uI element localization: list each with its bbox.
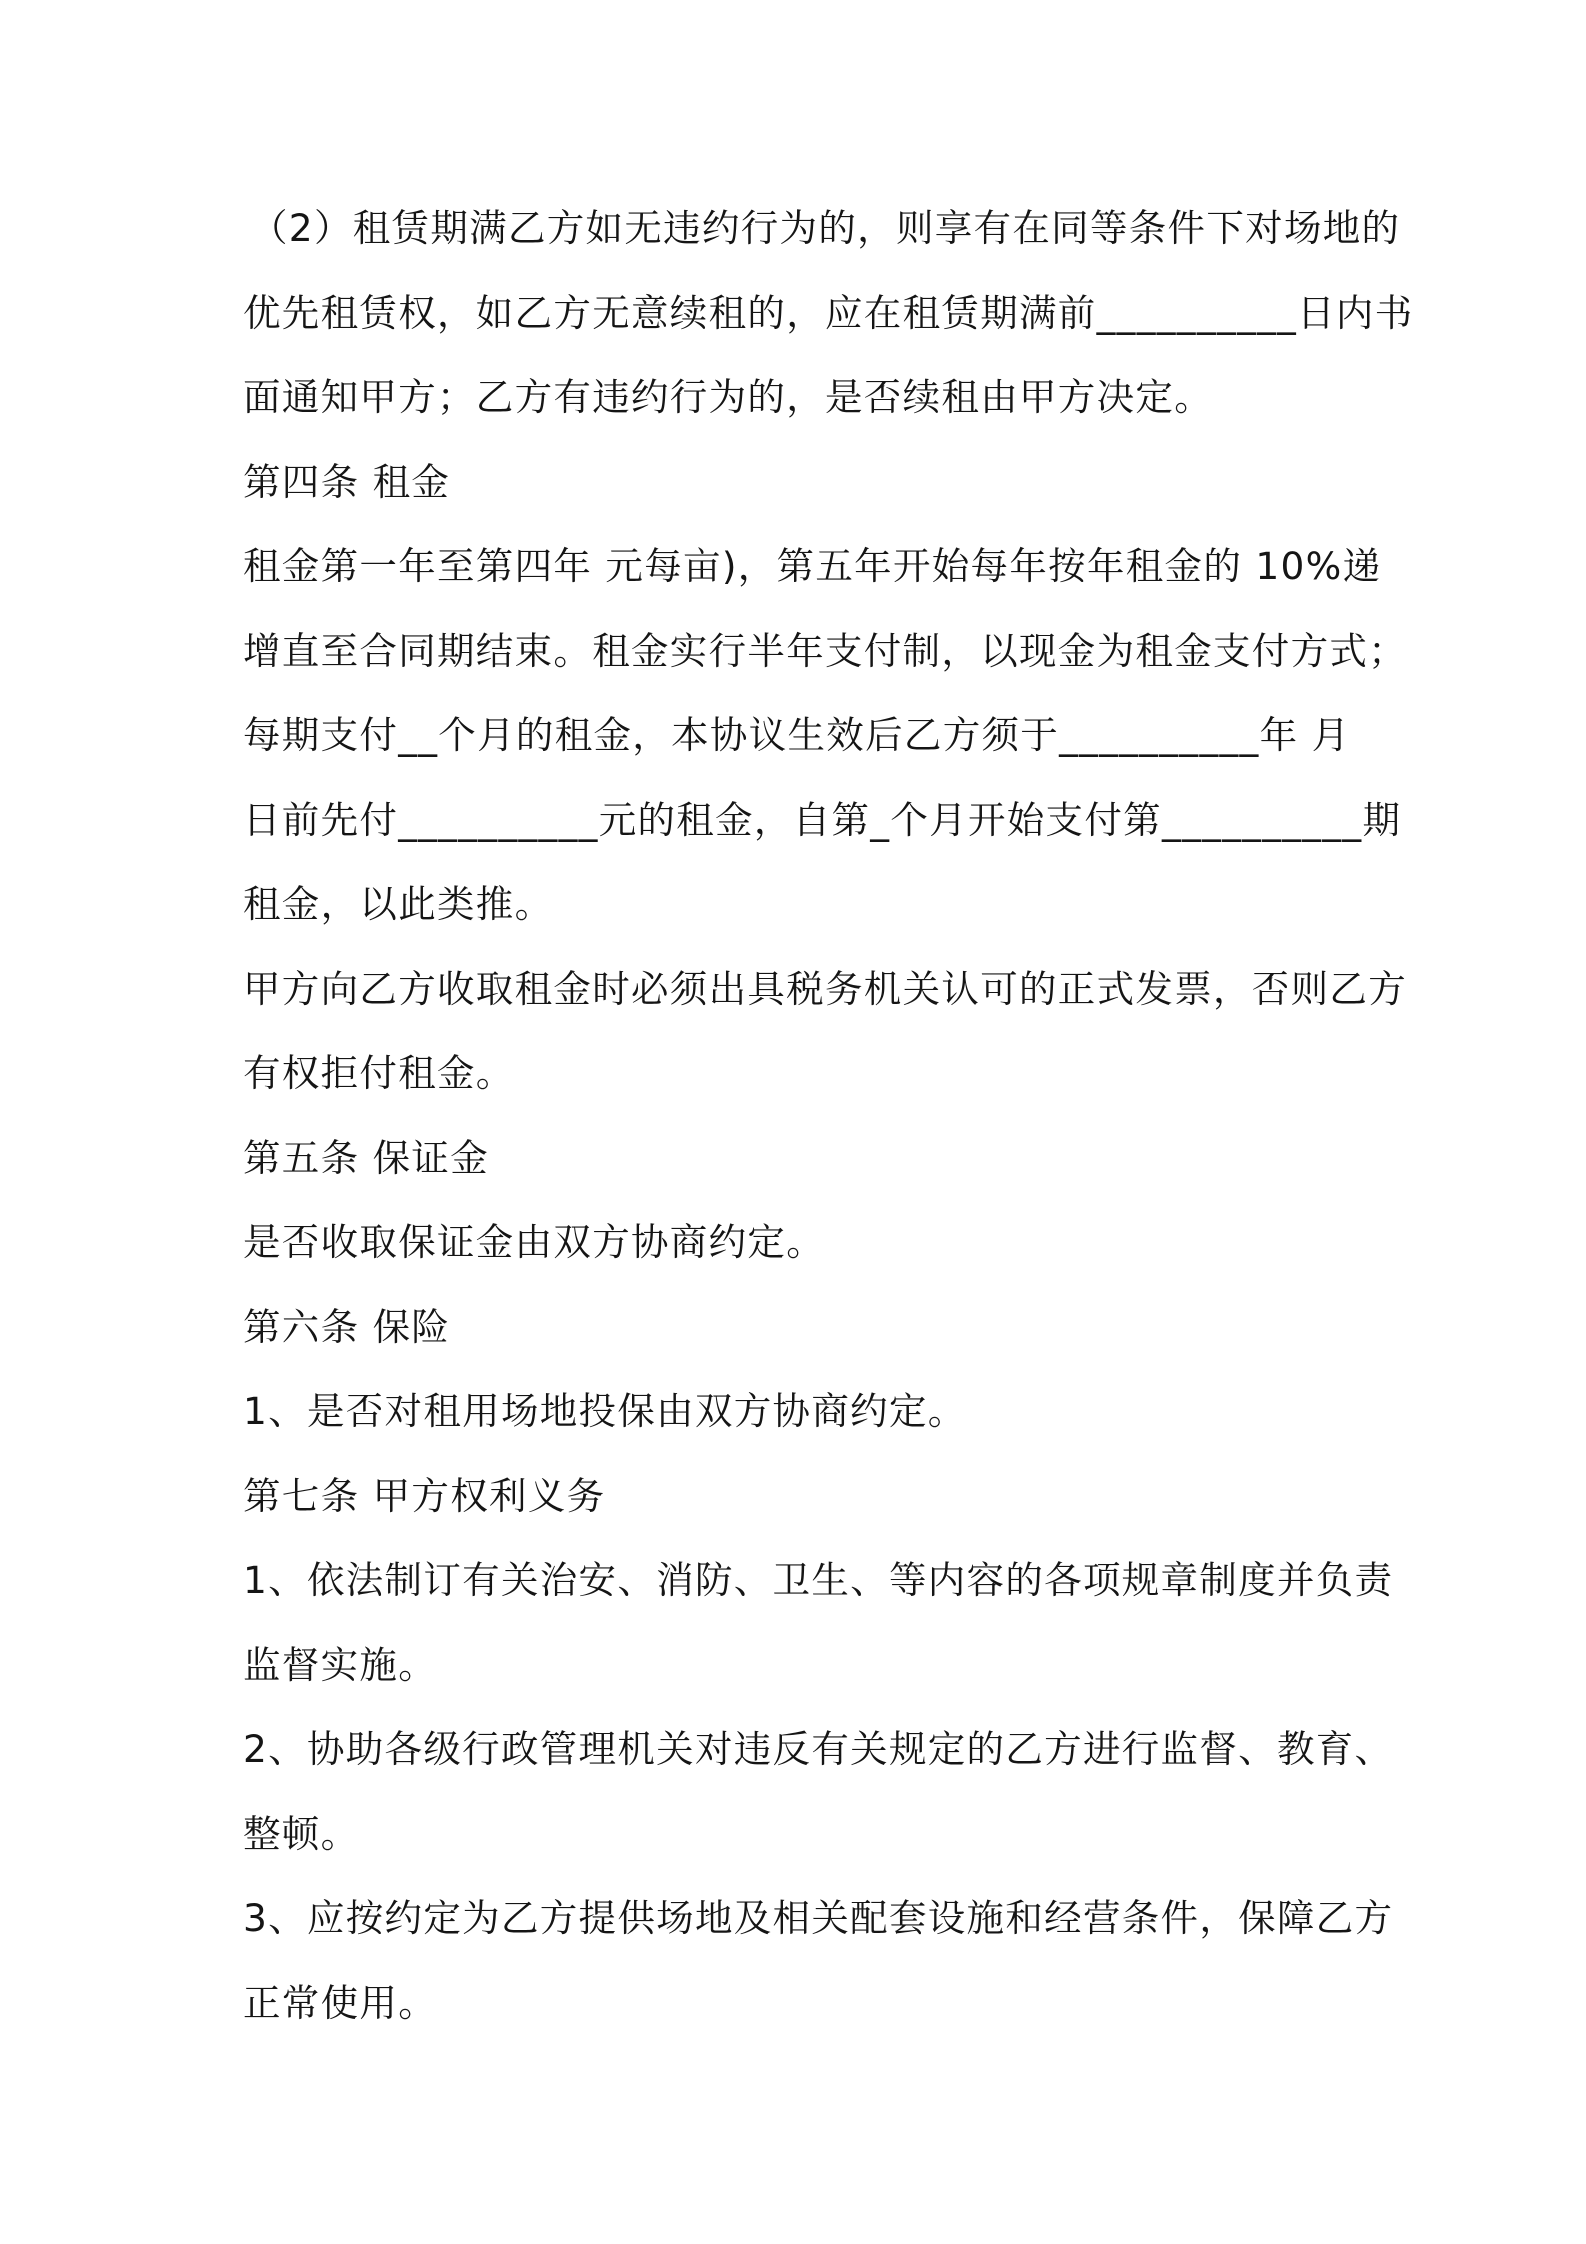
text-line: 2、协助各级行政管理机关对违反有关规定的乙方进行监督、教育、 (243, 1727, 1394, 1771)
text-line: 租金第一年至第四年 元每亩)，第五年开始每年按年租金的 10%递 (243, 544, 1382, 588)
text-line: （2）租赁期满乙方如无违约行为的，则享有在同等条件下对场地的 (250, 206, 1401, 250)
article-heading: 第四条 租金 (243, 460, 451, 504)
text-line: 优先租赁权，如乙方无意续租的，应在租赁期满前__________日内书 (243, 291, 1414, 335)
article-heading: 第五条 保证金 (243, 1136, 490, 1180)
text-line: 整顿。 (243, 1812, 360, 1856)
text-line: 增直至合同期结束。租金实行半年支付制，以现金为租金支付方式； (243, 629, 1407, 673)
text-line: 3、应按约定为乙方提供场地及相关配套设施和经营条件，保障乙方 (243, 1896, 1394, 1940)
text-line: 面通知甲方；乙方有违约行为的，是否续租由甲方决定。 (243, 375, 1213, 419)
text-line: 租金，以此类推。 (243, 882, 554, 926)
text-line: 有权拒付租金。 (243, 1051, 515, 1095)
text-line: 每期支付__个月的租金，本协议生效后乙方须于__________年 月 (243, 713, 1351, 757)
article-heading: 第七条 甲方权利义务 (243, 1474, 606, 1518)
text-line: 正常使用。 (243, 1981, 437, 2025)
article-heading: 第六条 保险 (243, 1305, 451, 1349)
text-line: 监督实施。 (243, 1643, 437, 1687)
text-line: 甲方向乙方收取租金时必须出具税务机关认可的正式发票，否则乙方 (243, 967, 1407, 1011)
text-line: 1、依法制订有关治安、消防、卫生、等内容的各项规章制度并负责 (243, 1558, 1394, 1602)
text-line: 1、是否对租用场地投保由双方协商约定。 (243, 1389, 967, 1433)
text-line: 日前先付__________元的租金，自第_个月开始支付第__________期 (243, 798, 1402, 842)
text-line: 是否收取保证金由双方协商约定。 (243, 1220, 825, 1264)
